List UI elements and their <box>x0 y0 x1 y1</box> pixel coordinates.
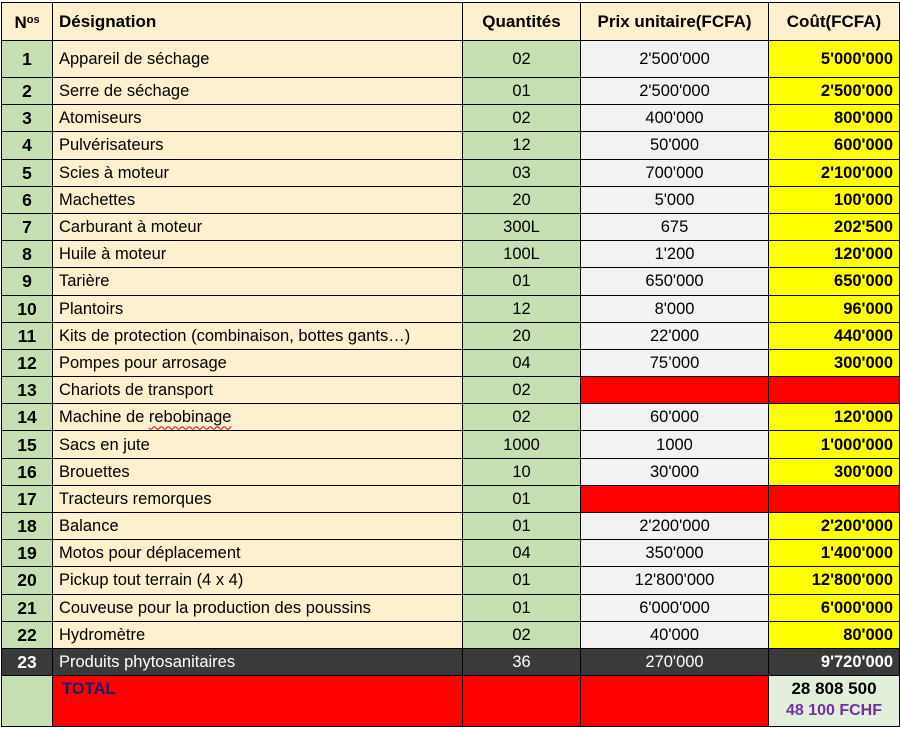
row-unit-price: 1'200 <box>581 241 769 268</box>
row-number: 8 <box>2 241 53 268</box>
row-unit-price: 700'000 <box>581 159 769 186</box>
table-row <box>2 458 900 485</box>
row-number: 2 <box>2 78 53 105</box>
row-number: 7 <box>2 213 53 240</box>
row-cost: 1'000'000 <box>769 431 900 458</box>
row-unit-price: 60'000 <box>581 404 769 431</box>
row-cost: 2'200'000 <box>769 513 900 540</box>
row-cost-missing <box>769 377 900 404</box>
row-cost: 2'500'000 <box>769 78 900 105</box>
row-unit-price: 2'500'000 <box>581 41 769 78</box>
row-designation: Sacs en jute <box>53 431 463 458</box>
row-quantity: 04 <box>463 540 581 567</box>
row-number: 21 <box>2 594 53 621</box>
row-unit-price: 6'000'000 <box>581 594 769 621</box>
row-designation <box>53 404 463 431</box>
header-designation: Désignation <box>53 3 463 41</box>
total-label: TOTAL <box>53 676 463 727</box>
row-unit-price: 8'000 <box>581 295 769 322</box>
table-row <box>2 404 900 431</box>
row-quantity: 36 <box>463 648 581 675</box>
row-unit-price: 12'800'000 <box>581 567 769 594</box>
row-cost: 1'400'000 <box>769 540 900 567</box>
row-designation: Machettes <box>53 186 463 213</box>
row-designation: Scies à moteur <box>53 159 463 186</box>
row-unit-price: 400'000 <box>581 105 769 132</box>
row-quantity: 01 <box>463 567 581 594</box>
header-quantity: Quantités <box>463 3 581 41</box>
total-row <box>2 676 900 727</box>
row-quantity: 01 <box>463 78 581 105</box>
table-row <box>2 349 900 376</box>
row-number: 17 <box>2 485 53 512</box>
row-cost: 5'000'000 <box>769 41 900 78</box>
header-cost: Coût(FCFA) <box>769 3 900 41</box>
row-quantity: 01 <box>463 268 581 295</box>
header-number-label: N <box>14 13 27 32</box>
table-row <box>2 513 900 540</box>
table-row <box>2 594 900 621</box>
row-quantity: 03 <box>463 159 581 186</box>
table-row <box>2 268 900 295</box>
table-row <box>2 105 900 132</box>
row-cost: 6'000'000 <box>769 594 900 621</box>
table-row <box>2 567 900 594</box>
row-number: 14 <box>2 404 53 431</box>
row-unit-price: 22'000 <box>581 322 769 349</box>
row-cost: 120'000 <box>769 404 900 431</box>
row-unit-price-missing <box>581 485 769 512</box>
header-number <box>2 3 53 41</box>
table-row <box>2 213 900 240</box>
row-unit-price: 75’000 <box>581 349 769 376</box>
row-quantity: 02 <box>463 404 581 431</box>
row-designation: Motos pour déplacement <box>53 540 463 567</box>
row-designation: Pickup tout terrain (4 x 4) <box>53 567 463 594</box>
table-row <box>2 322 900 349</box>
row-unit-price: 2'500'000 <box>581 78 769 105</box>
row-designation: Huile à moteur <box>53 241 463 268</box>
row-unit-price: 2'200'000 <box>581 513 769 540</box>
header-unit-price: Prix unitaire(FCFA) <box>581 3 769 41</box>
row-designation: Carburant à moteur <box>53 213 463 240</box>
row-number: 10 <box>2 295 53 322</box>
row-cost: 2'100'000 <box>769 159 900 186</box>
row-number: 3 <box>2 105 53 132</box>
row-designation: Produits phytosanitaires <box>53 648 463 675</box>
row-cost-missing <box>769 485 900 512</box>
table-row <box>2 295 900 322</box>
total-quantity-cell <box>463 676 581 727</box>
row-quantity: 01 <box>463 485 581 512</box>
row-cost: 800'000 <box>769 105 900 132</box>
row-number: 16 <box>2 458 53 485</box>
row-designation: Couveuse pour la production des poussins <box>53 594 463 621</box>
row-cost: 96'000 <box>769 295 900 322</box>
table-row-highlighted <box>2 648 900 675</box>
row-designation-prefix: Machine de <box>59 408 149 427</box>
row-designation: Tracteurs remorques <box>53 485 463 512</box>
row-designation: Tarière <box>53 268 463 295</box>
row-cost: 120'000 <box>769 241 900 268</box>
row-cost: 100'000 <box>769 186 900 213</box>
table-row <box>2 241 900 268</box>
row-number: 23 <box>2 648 53 675</box>
row-designation: Pulvérisateurs <box>53 132 463 159</box>
header-row <box>2 3 900 41</box>
row-number: 18 <box>2 513 53 540</box>
row-quantity: 12 <box>463 295 581 322</box>
row-number: 13 <box>2 377 53 404</box>
row-unit-price-missing <box>581 377 769 404</box>
row-designation: Hydromètre <box>53 621 463 648</box>
row-designation: Brouettes <box>53 458 463 485</box>
row-cost: 600'000 <box>769 132 900 159</box>
row-quantity: 300L <box>463 213 581 240</box>
row-designation: Atomiseurs <box>53 105 463 132</box>
budget-table <box>1 2 900 727</box>
row-designation: Serre de séchage <box>53 78 463 105</box>
row-quantity: 12 <box>463 132 581 159</box>
row-number: 22 <box>2 621 53 648</box>
row-designation: Appareil de séchage <box>53 41 463 78</box>
total-amount-chf: 48 100 FCHF <box>785 702 883 720</box>
row-designation: Kits de protection (combinaison, bottes gants…) <box>53 322 463 349</box>
row-quantity: 20 <box>463 322 581 349</box>
table-row <box>2 485 900 512</box>
row-quantity: 02 <box>463 621 581 648</box>
row-unit-price: 650'000 <box>581 268 769 295</box>
total-cost-cell <box>769 676 900 727</box>
row-number: 20 <box>2 567 53 594</box>
row-cost: 12'800'000 <box>769 567 900 594</box>
total-number-cell <box>2 676 53 727</box>
row-unit-price: 30'000 <box>581 458 769 485</box>
table-row <box>2 621 900 648</box>
header-number-sup: os <box>26 14 40 26</box>
total-unit-price-cell <box>581 676 769 727</box>
row-quantity: 02 <box>463 41 581 78</box>
row-designation: Plantoirs <box>53 295 463 322</box>
table-row <box>2 41 900 78</box>
row-designation: Balance <box>53 513 463 540</box>
row-cost: 440'000 <box>769 322 900 349</box>
row-quantity: 02 <box>463 105 581 132</box>
row-quantity: 1000 <box>463 431 581 458</box>
table-row <box>2 159 900 186</box>
table-row <box>2 431 900 458</box>
row-number: 19 <box>2 540 53 567</box>
row-quantity: 04 <box>463 349 581 376</box>
row-number: 11 <box>2 322 53 349</box>
row-number: 4 <box>2 132 53 159</box>
row-quantity: 01 <box>463 594 581 621</box>
row-cost: 300'000 <box>769 458 900 485</box>
table-row <box>2 132 900 159</box>
row-cost: 300'000 <box>769 349 900 376</box>
row-unit-price: 1000 <box>581 431 769 458</box>
row-quantity: 01 <box>463 513 581 540</box>
spellcheck-flagged-word: rebobinage <box>148 408 232 427</box>
row-number: 15 <box>2 431 53 458</box>
total-amount-fcfa: 28 808 500 <box>791 679 877 699</box>
row-quantity: 20 <box>463 186 581 213</box>
row-quantity: 10 <box>463 458 581 485</box>
table-row <box>2 377 900 404</box>
row-cost: 80'000 <box>769 621 900 648</box>
row-unit-price: 675 <box>581 213 769 240</box>
row-unit-price: 270'000 <box>581 648 769 675</box>
row-quantity: 02 <box>463 377 581 404</box>
row-unit-price: 350'000 <box>581 540 769 567</box>
row-quantity: 100L <box>463 241 581 268</box>
row-unit-price: 40'000 <box>581 621 769 648</box>
row-unit-price: 5'000 <box>581 186 769 213</box>
row-number: 9 <box>2 268 53 295</box>
row-designation: Chariots de transport <box>53 377 463 404</box>
row-number: 5 <box>2 159 53 186</box>
row-designation: Pompes pour arrosage <box>53 349 463 376</box>
row-cost: 9'720'000 <box>769 648 900 675</box>
row-number: 1 <box>2 41 53 78</box>
table-row <box>2 78 900 105</box>
table-row <box>2 186 900 213</box>
row-unit-price: 50'000 <box>581 132 769 159</box>
row-number: 6 <box>2 186 53 213</box>
row-cost: 650'000 <box>769 268 900 295</box>
row-number: 12 <box>2 349 53 376</box>
table-row <box>2 540 900 567</box>
row-cost: 202'500 <box>769 213 900 240</box>
